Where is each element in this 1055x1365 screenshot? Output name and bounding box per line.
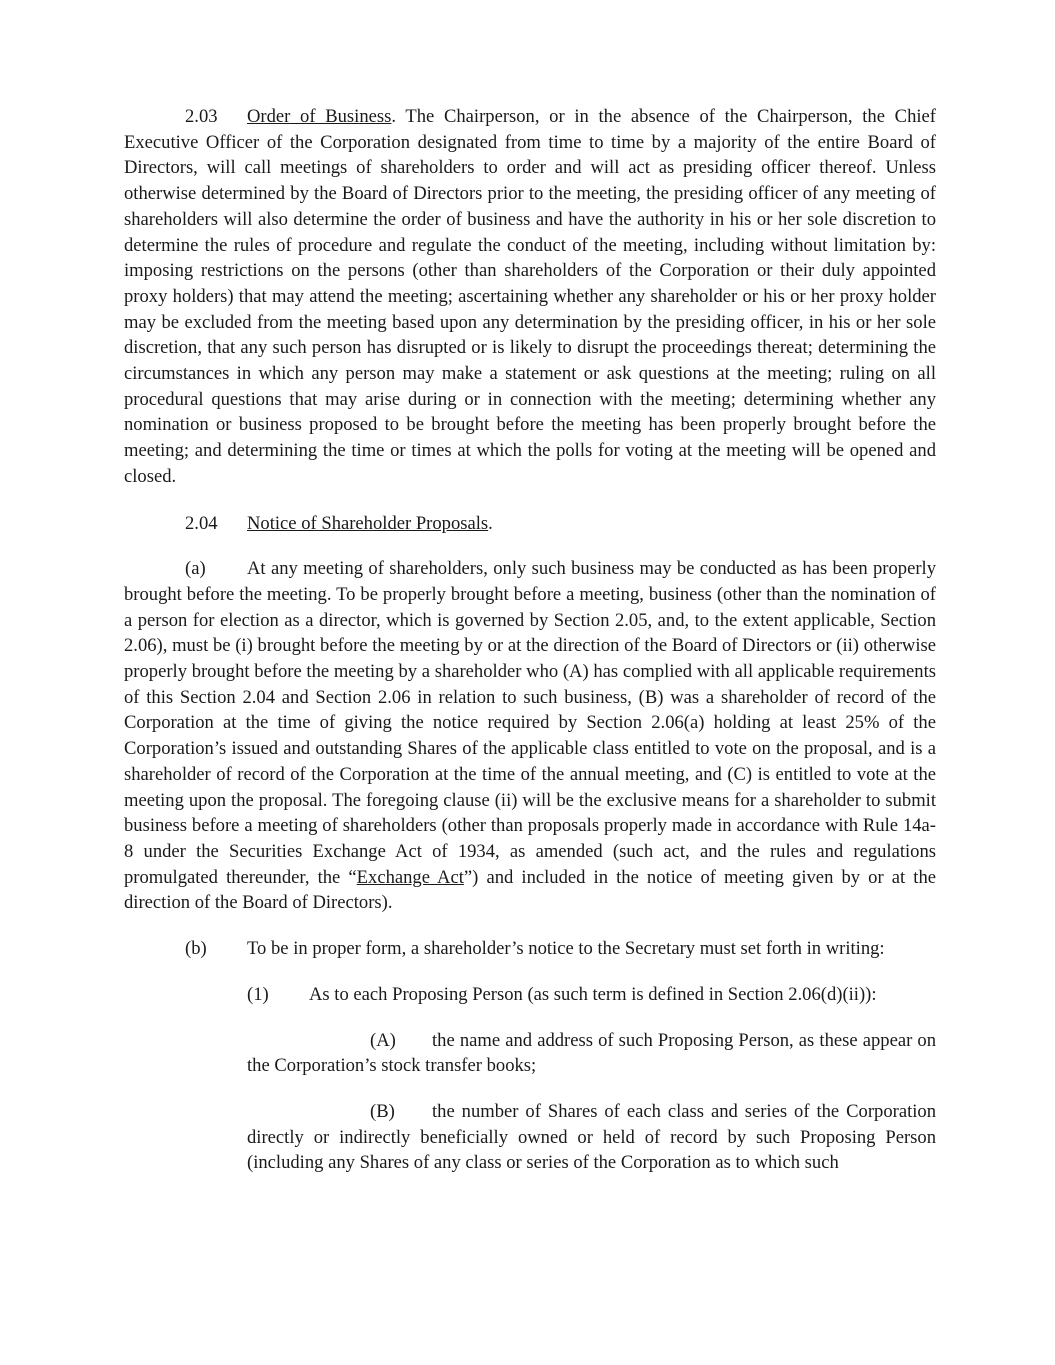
section-2-04-heading: [124, 511, 936, 537]
section-number: 2.03: [185, 106, 218, 127]
item-body: the number of Shares of each class and series of the Corporation directly or indirectly beneficially owned or held of record by such Proposing Person (including any Shares of any class or series of the Corporation as to which such: [247, 1100, 936, 1174]
section-title: Notice of Shareholder Proposals: [247, 512, 489, 534]
paragraph-body: At any meeting of shareholders, only such business may be conducted as has been properly brought before the meeting. To be properly brought before a meeting, business (other than the nomination of a person for election as a director, which is governed by Section 2.05, and, to the extent applicable, Section 2.06), must be (i) brought before the meeting by or at the direction of the Board of Directors or (ii) otherwise properly brought before the meeting by a shareholder who (A) has complied with all applicable requirements of this Section 2.04 and Section 2.06 in relation to such business, (B) was a shareholder of record of the Corporation at the time of giving the notice required by Section 2.06(a) holding at least 25% of the Corporation’s issued and outstanding Shares of the applicable class entitled to vote on the proposal, and is a shareholder of record of the Corporation at the time of the annual meeting, and (C) is entitled to vote at the meeting upon the proposal. The foregoing clause (ii) will be the exclusive means for a shareholder to submit business before a meeting of shareholders (other than proposals properly made in accordance with Rule 14a-8 under the Securities Exchange Act of 1934, as amended (such act, and the rules and regulations promulgated thereunder, the “: [124, 558, 936, 888]
paragraph-a: [124, 556, 936, 916]
item-label: (B): [370, 1100, 395, 1122]
section-title-suffix: .: [488, 512, 493, 534]
paragraph-label: (a): [185, 558, 206, 580]
paragraph-body-end: ”) and included in the notice of meeting given by or at the direction of the Board of Directors).: [124, 866, 936, 914]
item-1-B: [247, 1099, 936, 1176]
paragraph-b: [124, 936, 936, 962]
paragraph-label: (b): [185, 938, 207, 960]
item-label: (A): [370, 1029, 396, 1051]
paragraph-body: To be in proper form, a shareholder’s notice to the Secretary must set forth in writing:: [247, 938, 885, 960]
document-page: [124, 104, 936, 1176]
section-2-03: [124, 104, 936, 490]
item-1: [124, 982, 936, 1008]
section-title: Order of Business: [247, 106, 392, 127]
defined-term-exchange-act: Exchange Act: [356, 866, 464, 888]
item-label: (1): [247, 983, 269, 1005]
section-body: . The Chairperson, or in the absence of the Chairperson, the Chief Executive Officer of the Corporation designated from time to time by a majority of the entire Board of Directors, will call meetings of shareholders to order and will act as presiding officer thereof. Unless otherwise determined by the Board of Directors prior to the meeting, the presiding officer of any meeting of shareholders will also determine the order of business and have the authority in his or her sole discretion to determine the rules of procedure and regulate the conduct of the meeting, including without limitation by: imposing restrictions on the persons (other than shareholders of the Corporation or their duly appointed proxy holders) that may attend the meeting; ascertaining whether any shareholder or his or her proxy holder may be excluded from the meeting based upon any determination by the presiding officer, in his or her sole discretion, that any such person has disrupted or is likely to disrupt the proceedings thereat; determining the circumstances in which any person may make a statement or ask questions at the meeting; ruling on all procedural questions that may arise during or in connection with the meeting; determining whether any nomination or business proposed to be brought before the meeting has been properly brought before the meeting; and determining the time or times at which the polls for voting at the meeting will be opened and closed.: [124, 106, 936, 487]
item-body: As to each Proposing Person (as such term is defined in Section 2.06(d)(ii)):: [309, 983, 877, 1005]
item-body: the name and address of such Proposing Person, as these appear on the Corporation’s stock transfer books;: [247, 1029, 936, 1077]
item-1-A: [247, 1028, 936, 1079]
section-number: 2.04: [185, 512, 218, 534]
